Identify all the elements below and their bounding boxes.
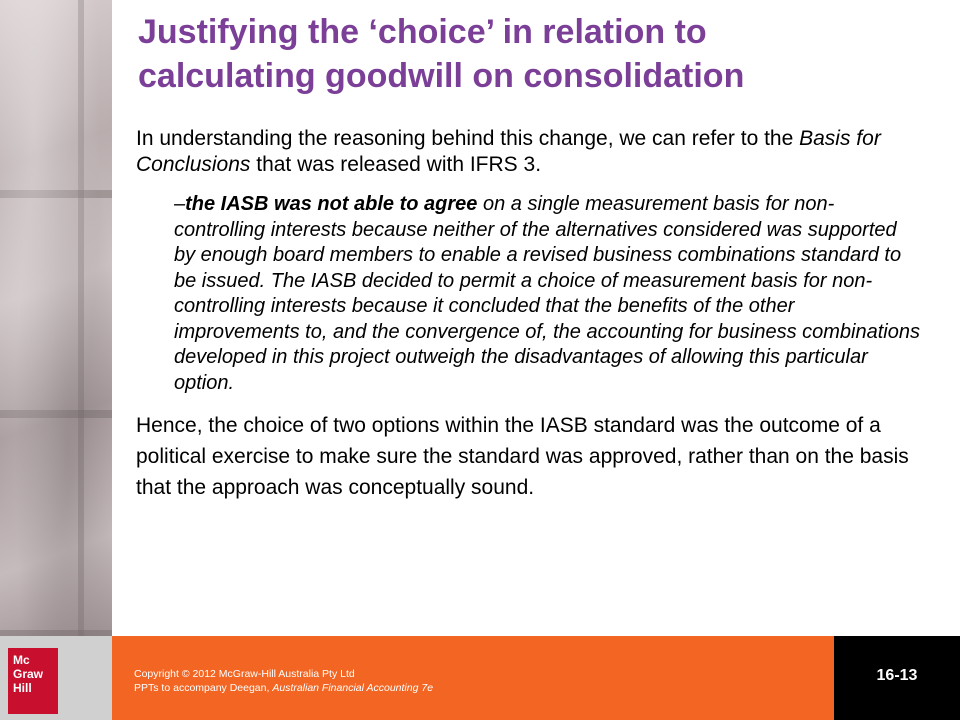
logo-line-2: Graw xyxy=(13,667,44,681)
quoted-paragraph xyxy=(174,192,920,396)
title-line-2: calculating goodwill on consolidation xyxy=(138,57,745,95)
quote-lead-bold: the IASB was not able to agree xyxy=(185,193,478,215)
copyright-line-2a: PPTs to accompany Deegan, xyxy=(134,682,273,694)
logo-line-1: Mc xyxy=(13,653,30,667)
conclusion-paragraph: Hence, the choice of two options within the IASB standard was the outcome of a political exercise to make sure the standard was approved, rather than on the basis that the approach was conceptually sound. xyxy=(136,414,909,499)
quote-text: on a single measurement basis for non-controlling interests because neither of the alternatives considered was supported by enough board members to enable a revised business combinations standard to be issued. The IASB decided to permit a choice of measurement basis for non-controlling interests because it concluded that the benefits of the other improvements to, and the convergence of, the accounting for business combinations developed in this project outweigh the disadvantages of allowing this particular option. xyxy=(174,193,920,394)
footer-slide-number-panel xyxy=(834,636,960,720)
slide-number: 16-13 xyxy=(876,667,918,684)
intro-text-a: In understanding the reasoning behind this change, we can refer to the xyxy=(136,127,800,150)
slide-body xyxy=(136,126,936,503)
decorative-photo-strip xyxy=(0,0,112,636)
title-line-1: Justifying the ‘choice’ in relation to xyxy=(138,13,707,51)
mcgraw-hill-logo xyxy=(8,648,58,714)
slide-title xyxy=(138,10,938,98)
intro-text-b: that was released with IFRS 3. xyxy=(250,153,542,176)
intro-paragraph xyxy=(136,126,936,178)
logo-line-3: Hill xyxy=(13,681,32,695)
copyright-line-2-emphasis: Australian Financial Accounting 7e xyxy=(272,682,434,694)
copyright-line-1: Copyright © 2012 McGraw-Hill Australia Pty Ltd xyxy=(134,668,355,680)
intro-text-emphasis: Basis for Conclusions xyxy=(136,127,881,176)
footer-logo-area xyxy=(0,636,112,720)
copyright-text xyxy=(134,667,433,695)
quote-dash: – xyxy=(174,193,186,215)
footer-copyright-panel xyxy=(112,636,834,720)
footer-bar xyxy=(0,636,960,720)
